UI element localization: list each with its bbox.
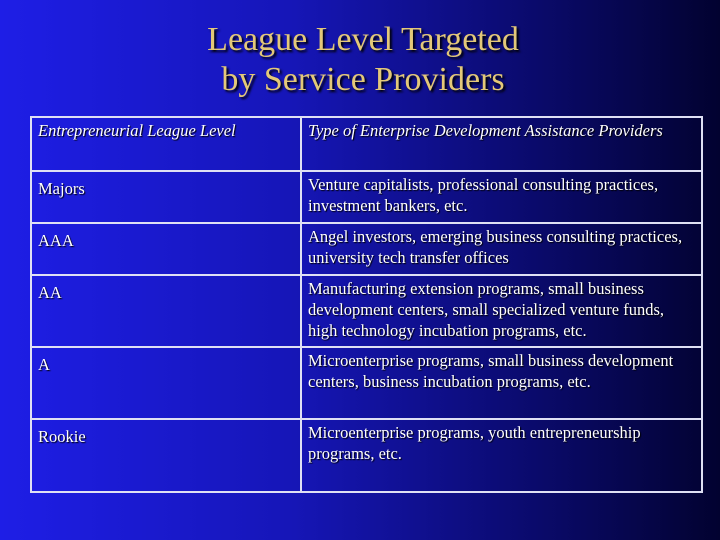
table-row-rookie	[31, 419, 702, 492]
table-row-a	[31, 347, 702, 419]
slide-title	[0, 20, 720, 100]
table-row-aaa	[31, 223, 702, 275]
slide-title-line-1: League Level Targeted	[207, 21, 519, 58]
league-level-cell: A	[31, 347, 301, 419]
header-provider-type: Type of Enterprise Development Assistance Providers	[301, 117, 702, 171]
providers-cell: Angel investors, emerging business consulting practices, university tech transfer offices	[301, 223, 702, 275]
providers-cell: Manufacturing extension programs, small business development centers, small specialized venture funds, high technology incubation programs, etc.	[301, 275, 702, 347]
providers-cell: Microenterprise programs, small business development centers, business incubation programs, etc.	[301, 347, 702, 419]
table-row-majors	[31, 171, 702, 223]
providers-cell: Venture capitalists, professional consulting practices, investment bankers, etc.	[301, 171, 702, 223]
slide-title-line-2: by Service Providers	[221, 61, 505, 98]
league-level-table	[30, 116, 703, 493]
league-level-cell: Majors	[31, 171, 301, 223]
providers-cell: Microenterprise programs, youth entrepreneurship programs, etc.	[301, 419, 702, 492]
header-league-level: Entrepreneurial League Level	[31, 117, 301, 171]
league-level-cell: AA	[31, 275, 301, 347]
table-header-row	[31, 117, 702, 171]
league-level-cell: AAA	[31, 223, 301, 275]
table-row-aa	[31, 275, 702, 347]
league-level-cell: Rookie	[31, 419, 301, 492]
